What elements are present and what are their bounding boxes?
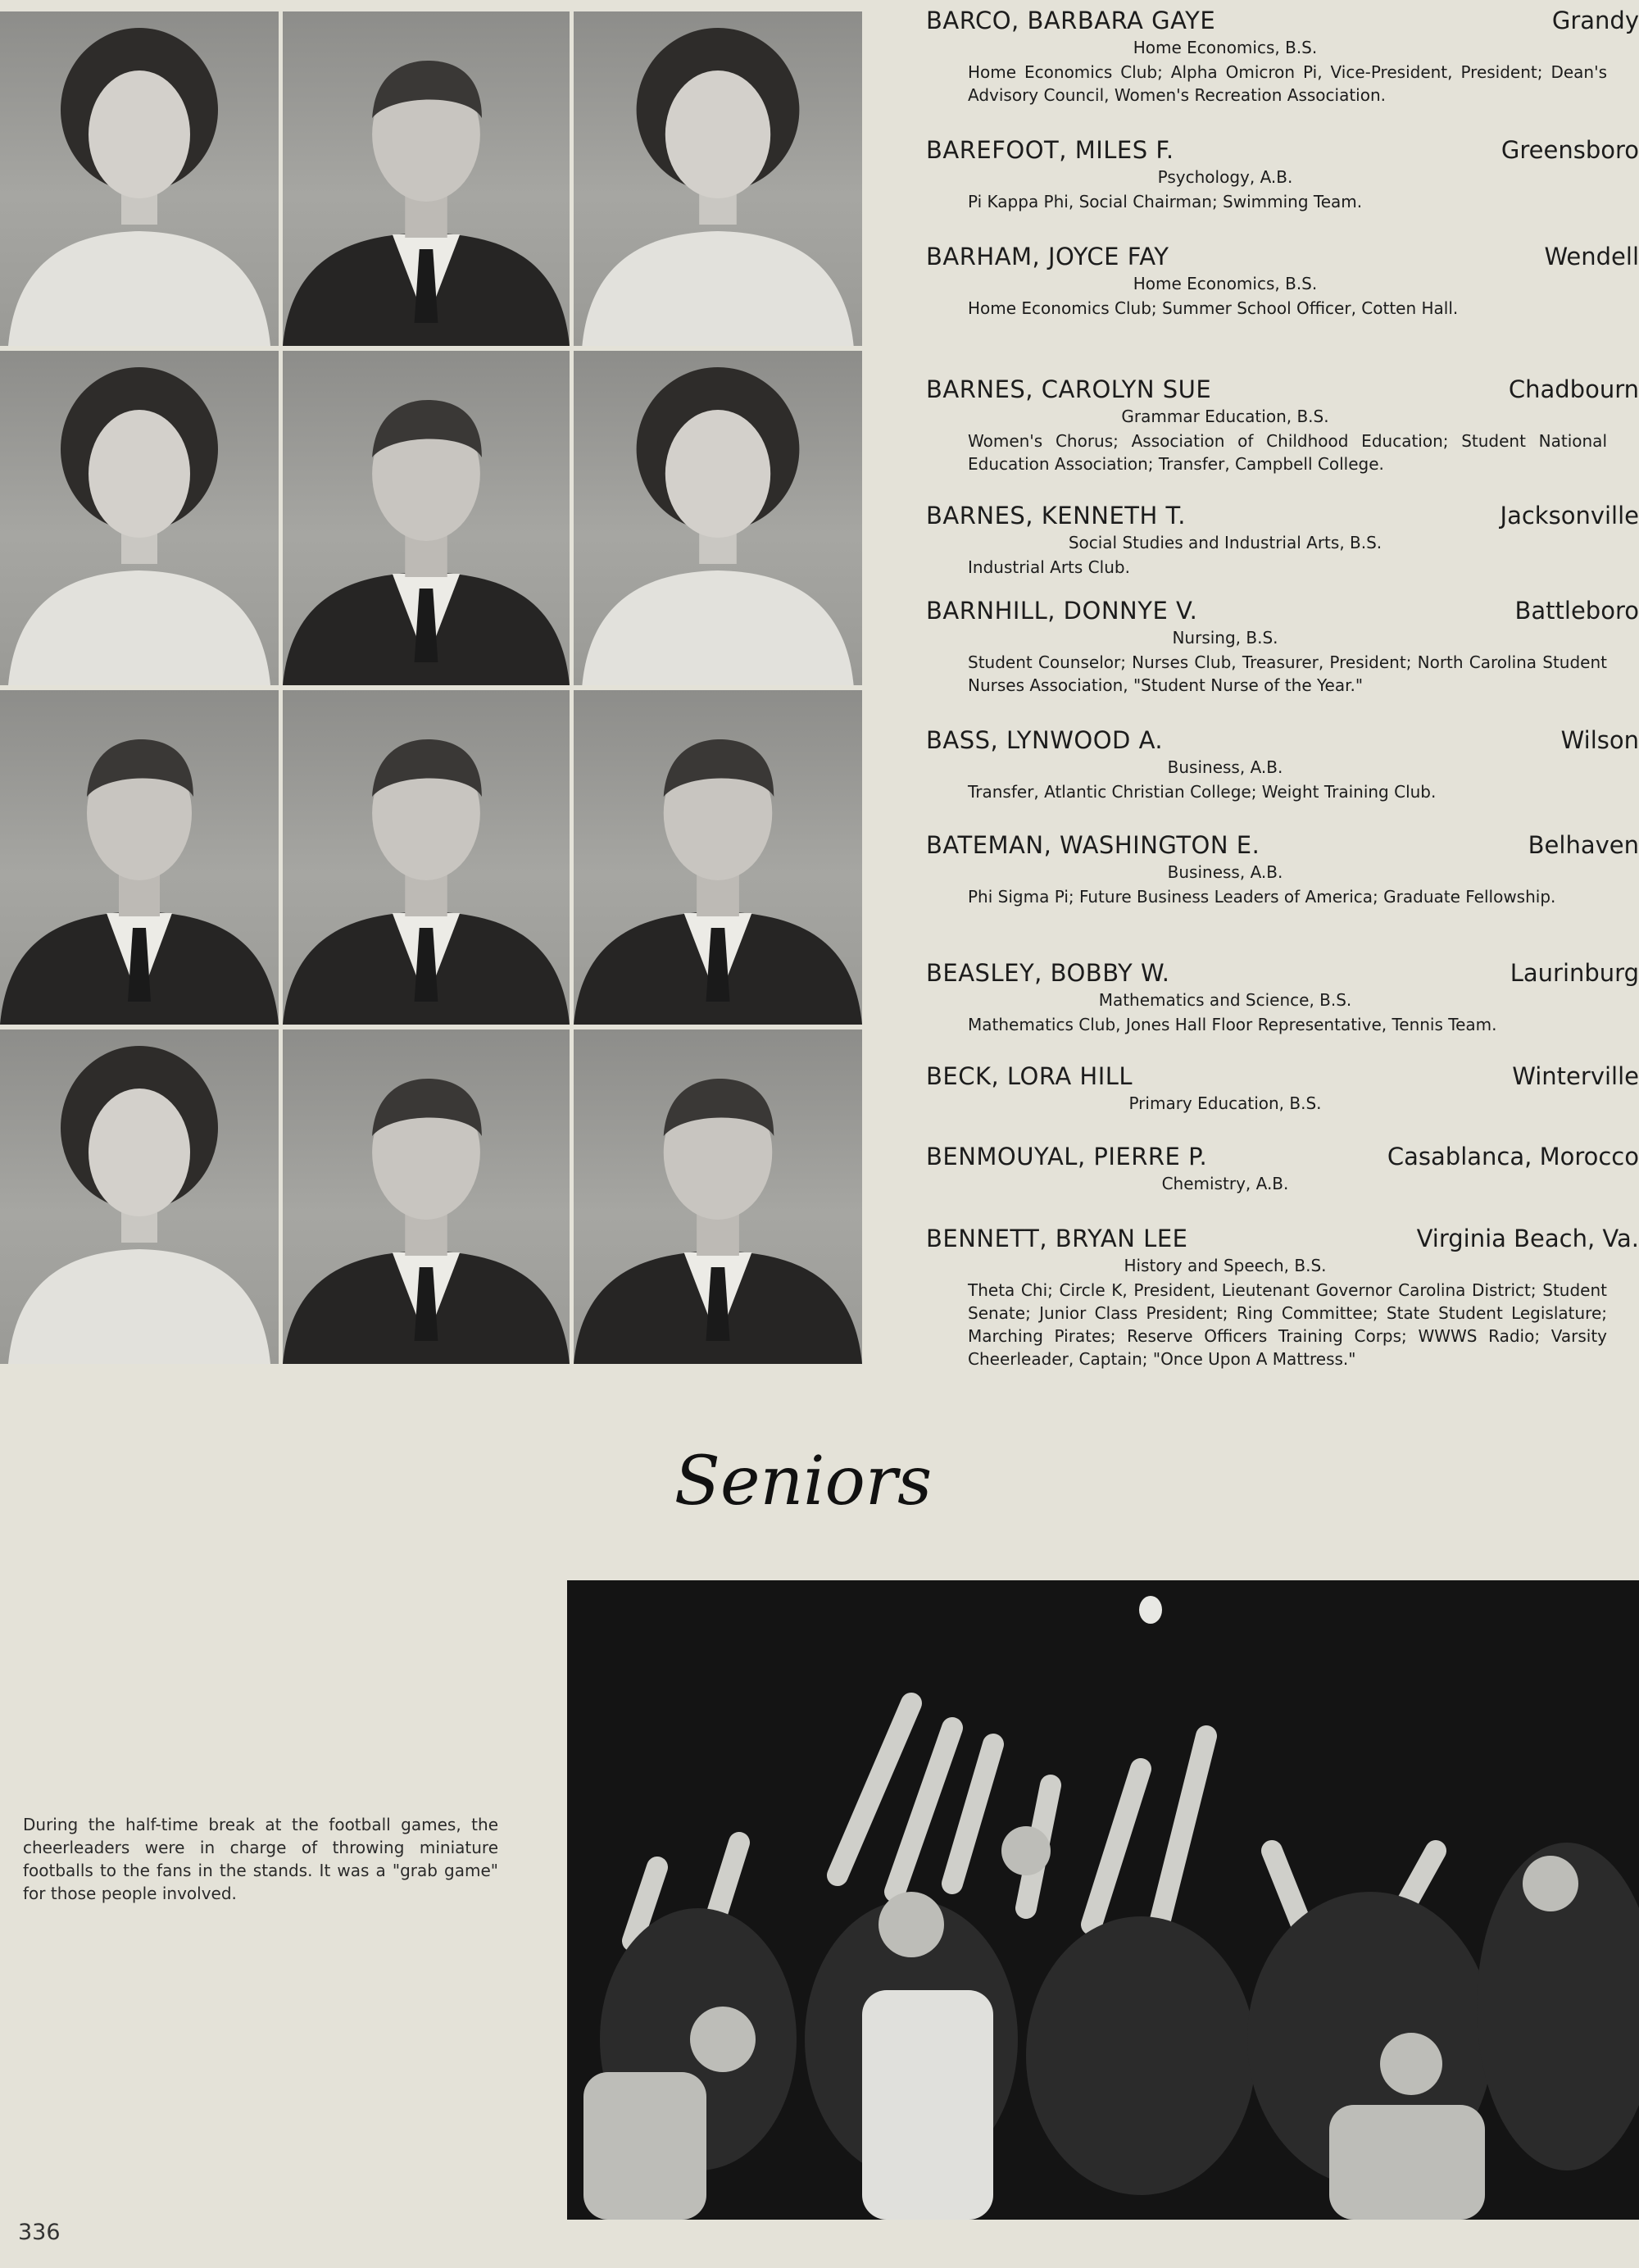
senior-hometown: Winterville [1512, 1062, 1639, 1090]
senior-hometown: Virginia Beach, Va. [1416, 1225, 1639, 1252]
portrait-man [0, 690, 279, 1025]
portrait-man [283, 1029, 570, 1364]
senior-activities: Pi Kappa Phi, Social Chairman; Swimming Team. [968, 192, 1363, 211]
senior-name: BENNETT, BRYAN LEE [926, 1225, 1188, 1252]
senior-degree: Business, A.B. [1167, 862, 1283, 882]
senior-hometown: Chadbourn [1508, 375, 1639, 403]
senior-activities: Student Counselor; Nurses Club, Treasurer, President; North Carolina Student Nurses Association, "Student Nurse of the Year." [968, 652, 1607, 695]
senior-activities: Women's Chorus; Association of Childhood Education; Student National Education Association; Transfer, Campbell College. [968, 431, 1607, 474]
senior-hometown: Battleboro [1514, 597, 1639, 625]
senior-hometown: Jacksonville [1500, 502, 1639, 530]
senior-name: BARCO, BARBARA GAYE [926, 7, 1216, 34]
portrait-man [574, 690, 862, 1025]
page-number: 336 [18, 2220, 61, 2245]
section-heading: Seniors [674, 1443, 933, 1520]
senior-hometown: Wendell [1544, 243, 1639, 270]
portrait-man [283, 690, 570, 1025]
senior-hometown: Grandy [1551, 7, 1639, 34]
senior-name: BARHAM, JOYCE FAY [926, 243, 1169, 270]
senior-activities: Home Economics Club; Alpha Omicron Pi, Vice-President, President; Dean's Advisory Council, Women's Recreation Association. [968, 62, 1607, 105]
cheerleader-crowd-photo [567, 1580, 1639, 2220]
portrait-grid [0, 11, 860, 1372]
senior-degree: Nursing, B.S. [1172, 628, 1278, 648]
senior-activities: Transfer, Atlantic Christian College; Weight Training Club. [968, 782, 1437, 802]
senior-hometown: Greensboro [1501, 136, 1639, 164]
senior-name: BENMOUYAL, PIERRE P. [926, 1143, 1208, 1170]
senior-activities: Mathematics Club, Jones Hall Floor Representative, Tennis Team. [968, 1015, 1497, 1034]
senior-activities: Industrial Arts Club. [968, 557, 1130, 577]
senior-hometown: Casablanca, Morocco [1387, 1143, 1639, 1170]
senior-hometown: Wilson [1560, 726, 1639, 754]
portrait-woman [574, 11, 862, 346]
senior-degree: Mathematics and Science, B.S. [1098, 990, 1352, 1010]
senior-name: BECK, LORA HILL [926, 1062, 1133, 1090]
senior-degree: Home Economics, B.S. [1133, 274, 1318, 293]
senior-name: BAREFOOT, MILES F. [926, 136, 1174, 164]
portrait-woman [574, 351, 862, 685]
senior-degree: Business, A.B. [1167, 757, 1283, 777]
photo-caption: During the half-time break at the football games, the cheerleaders were in charge of throwing miniature footballs to the fans in the stands. It was a "grab game" for those people involved. [23, 1815, 498, 1903]
senior-name: BARNES, CAROLYN SUE [926, 375, 1212, 403]
senior-degree: History and Speech, B.S. [1124, 1256, 1327, 1275]
senior-hometown: Laurinburg [1510, 959, 1639, 987]
senior-degree: Chemistry, A.B. [1161, 1174, 1289, 1193]
senior-name: BEASLEY, BOBBY W. [926, 959, 1170, 987]
portrait-woman [0, 351, 279, 685]
senior-name: BASS, LYNWOOD A. [926, 726, 1164, 754]
portrait-man [574, 1029, 862, 1364]
senior-degree: Home Economics, B.S. [1133, 38, 1318, 57]
portrait-man [283, 11, 570, 346]
senior-name: BARNES, KENNETH T. [926, 502, 1187, 530]
senior-degree: Grammar Education, B.S. [1121, 407, 1329, 426]
senior-activities: Home Economics Club; Summer School Officer, Cotten Hall. [968, 298, 1459, 318]
senior-hometown: Belhaven [1528, 831, 1639, 859]
senior-degree: Psychology, A.B. [1157, 167, 1293, 187]
portrait-man [283, 351, 570, 685]
portrait-woman [0, 1029, 279, 1364]
senior-name: BATEMAN, WASHINGTON E. [926, 831, 1260, 859]
senior-activities: Phi Sigma Pi; Future Business Leaders of America; Graduate Fellowship. [968, 887, 1556, 907]
portrait-woman [0, 11, 279, 346]
senior-degree: Social Studies and Industrial Arts, B.S. [1068, 533, 1382, 552]
senior-degree: Primary Education, B.S. [1128, 1093, 1322, 1113]
senior-name: BARNHILL, DONNYE V. [926, 597, 1198, 625]
senior-activities: Theta Chi; Circle K, President, Lieutenant Governor Carolina District; Student Senate; Junior Class President; Ring Committee; State Student Legislature; Marching Pirates; Reserve Officers Training Corps; WWWS Radio; Varsity Cheerleader, Captain; "Once Upon A Mattress." [968, 1280, 1607, 1369]
